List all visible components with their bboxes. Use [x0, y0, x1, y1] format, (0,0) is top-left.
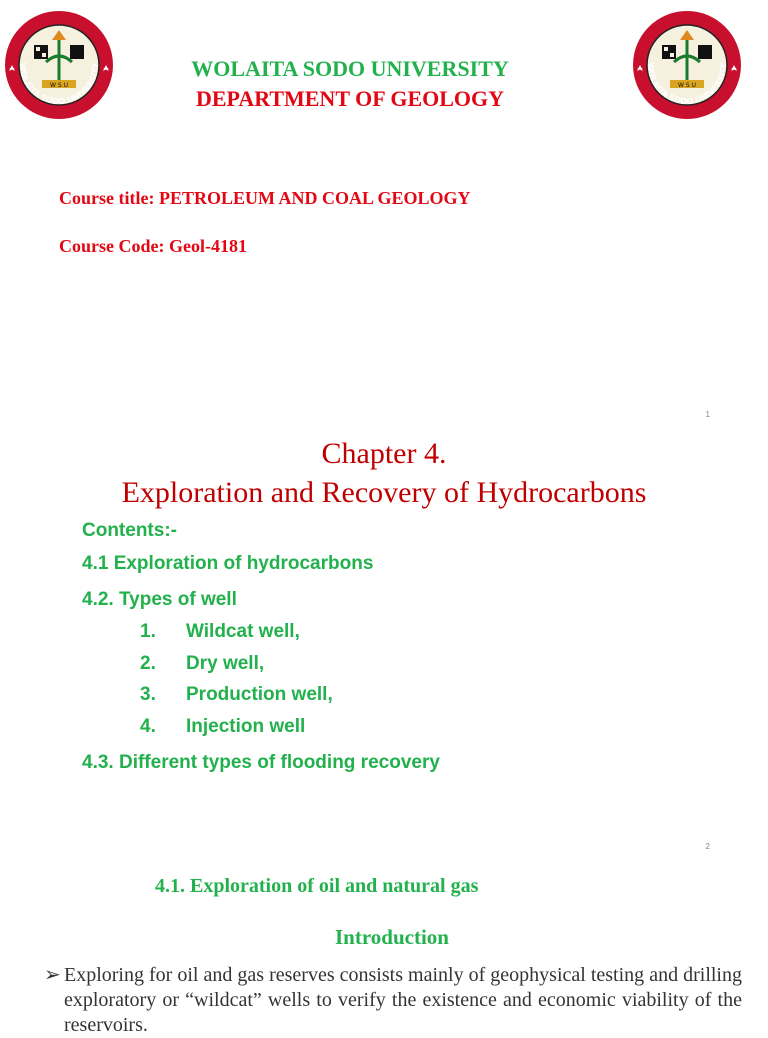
title-slide [0, 0, 768, 425]
list-number: 1. [140, 621, 156, 642]
course-code: Course Code: Geol-4181 [59, 236, 247, 256]
list-number: 4. [140, 716, 156, 737]
contents-item: 4.3. Different types of flooding recovery [82, 752, 440, 773]
chapter-number: Chapter 4. [321, 437, 447, 470]
list-number: 2. [140, 653, 156, 674]
list-item: Production well, [186, 684, 333, 705]
section-heading: 4.1. Exploration of oil and natural gas [155, 875, 479, 897]
contents-slide [0, 425, 768, 855]
list-number: 3. [140, 684, 156, 705]
university-name: WOLAITA SODO UNIVERSITY [191, 56, 509, 81]
svg-text:W S U: W S U [50, 82, 68, 89]
contents-item: 4.2. Types of well [82, 589, 237, 610]
page-number: 1 [705, 410, 710, 419]
arrow-bullet-icon: ➢ [44, 964, 61, 986]
exploration-slide [0, 855, 768, 1036]
page-number: 2 [705, 842, 710, 851]
course-title: Course title: PETROLEUM AND COAL GEOLOGY [59, 188, 471, 208]
contents-item: 4.1 Exploration of hydrocarbons [82, 553, 374, 574]
chapter-title: Exploration and Recovery of Hydrocarbons [121, 476, 647, 509]
list-item: Injection well [186, 716, 306, 737]
introduction-heading: Introduction [335, 925, 449, 949]
contents-label: Contents:- [82, 520, 177, 541]
svg-text:W S U: W S U [678, 82, 696, 89]
svg-text:WOLAITA SODO UNIVERSITY: WOLAITA SODO UNIVERSITY [645, 62, 729, 107]
svg-text:WOLAITA SODO UNIVERSITY: WOLAITA SODO UNIVERSITY [17, 62, 101, 107]
bullet-text: Exploring for oil and gas reserves consists mainly of geophysical testing and drilling exploratory or “wildcat” wells to verify the existence and economic viability of the reservoirs. [64, 964, 742, 1036]
bullet-point [44, 963, 742, 1038]
department-name: DEPARTMENT OF GEOLOGY [195, 86, 505, 111]
list-item: Dry well, [186, 653, 265, 674]
list-item: Wildcat well, [186, 621, 300, 642]
